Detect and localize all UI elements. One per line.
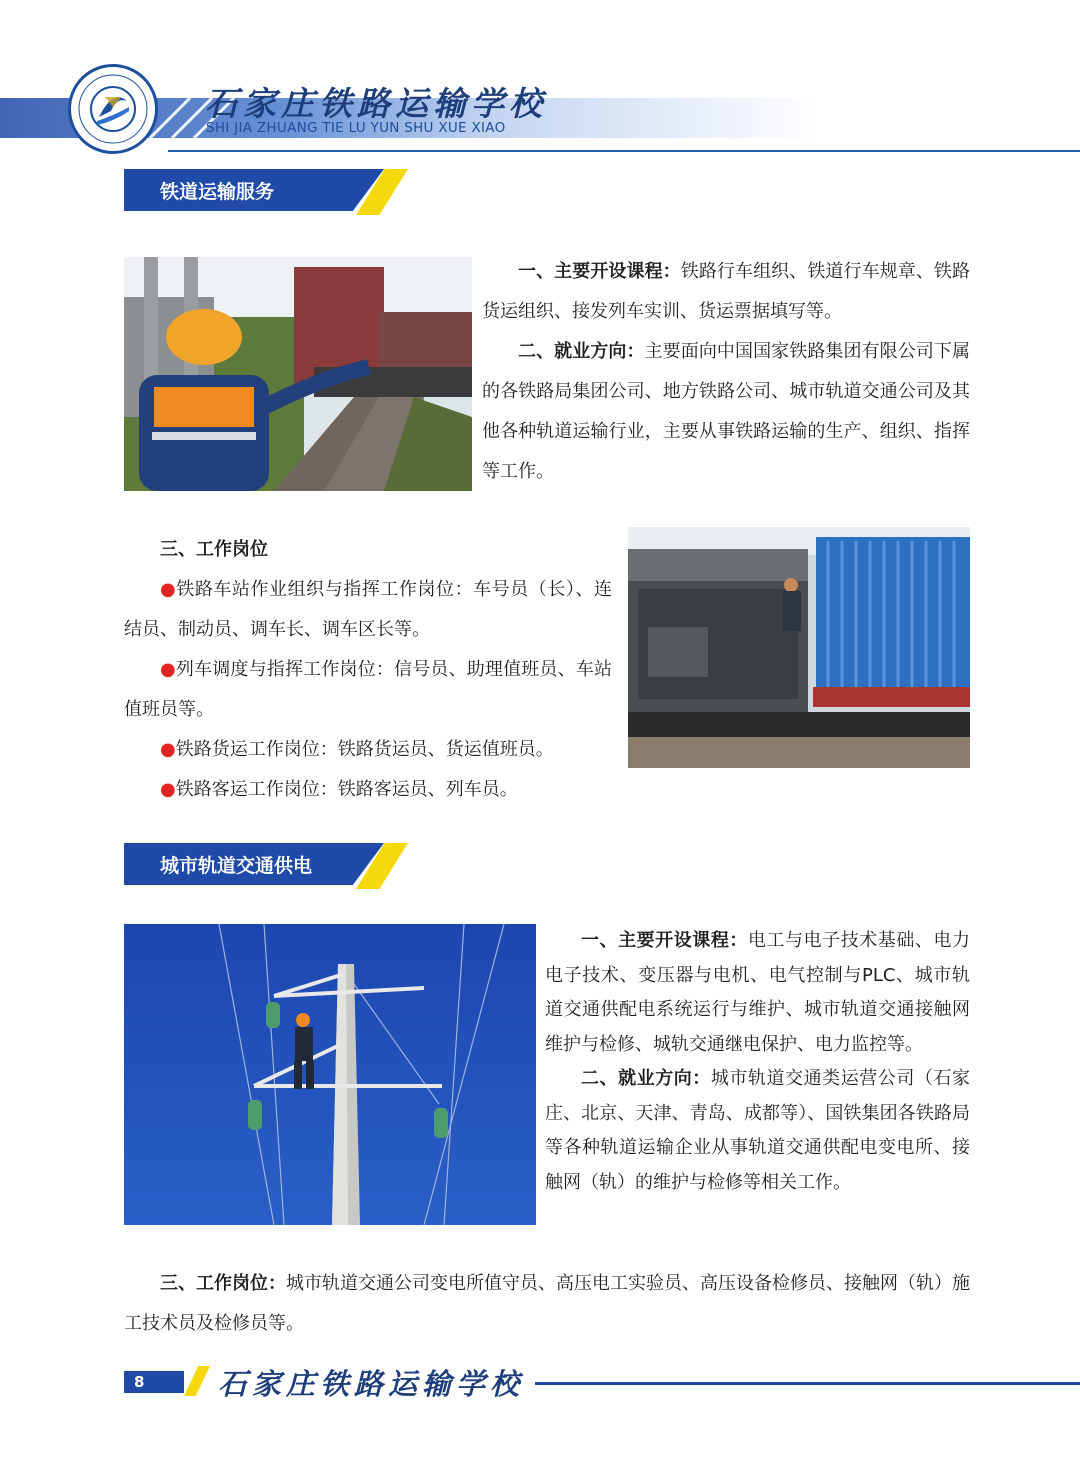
footer-rule [535,1382,1080,1385]
header-rule [168,150,1080,152]
section-banner-urban-rail-power [124,843,414,889]
career-label: 二、就业方向： [581,1068,711,1089]
list-item: ●铁路车站作业组织与指挥工作岗位：车号员（长）、连结员、制动员、调车长、调车区长等。 [124,579,612,640]
section1-intro-text [482,252,970,492]
photo-worker-freight-cars [628,527,970,768]
career-label: 二、就业方向： [518,341,645,362]
courses-text: 铁路行车组织、铁道行车规章、铁路货运组织、接发列车实训、货运票据填写等。 [482,261,970,322]
section-title: 铁道运输服务 [160,181,275,203]
jobs-text: 城市轨道交通公司变电所值守员、高压电工实验员、高压设备检修员、接触网（轨）施工技术员及检修员等。 [124,1273,970,1334]
courses-label: 一、主要开设课程： [518,261,681,282]
jobs-label: 三、工作岗位： [160,1273,286,1294]
bullet-icon: ● [160,659,176,680]
footer-accent [184,1366,210,1396]
list-item: ●铁路客运工作岗位：铁路客运员、列车员。 [160,779,518,800]
school-name-cn: 石家庄铁路运输学校 [205,84,547,123]
courses-text: 电工与电子技术基础、电力电子技术、变压器与电机、电气控制与PLC、城市轨道交通供配电系统运行与维护、城市轨道交通接触网维护与检修、城轨交通继电保护、电力监控等。 [545,930,971,1055]
jobs-label: 三、工作岗位 [160,539,268,560]
school-name-en: SHI JIA ZHUANG TIE LU YUN SHU XUE XIAO [206,120,506,136]
career-text: 主要面向中国国家铁路集团有限公司下属的各铁路局集团公司、地方铁路公司、城市轨道交通公司及其他各种轨道运输行业，主要从事铁路运输的生产、组织、指挥等工作。 [482,341,971,482]
bullet-icon: ● [160,579,177,600]
footer-school-name: 石家庄铁路运输学校 [218,1367,525,1401]
courses-label: 一、主要开设课程： [581,930,748,951]
photo-signalman-freight-train [124,257,472,491]
page-number-badge [124,1371,184,1393]
list-item: ●列车调度与指挥工作岗位：信号员、助理值班员、车站值班员等。 [124,659,612,720]
page-number: 8 [134,1373,145,1391]
bullet-icon: ● [160,779,176,800]
school-emblem-icon [68,64,158,154]
section1-jobs [124,530,612,810]
photo-lineman-on-pole [124,924,536,1225]
list-item: ●铁路货运工作岗位：铁路货运员、货运值班员。 [160,739,554,760]
section-banner-railway-transport [124,169,414,215]
bullet-icon: ● [160,739,176,760]
career-text: 城市轨道交通类运营公司（石家庄、北京、天津、青岛、成都等）、国铁集团各铁路局等各种轨道运输企业从事轨道交通供配电变电所、接触网（轨）的维护与检修等相关工作。 [545,1068,971,1193]
section2-intro-text [545,924,970,1200]
section2-jobs [124,1264,970,1344]
section-title: 城市轨道交通供电 [160,855,313,877]
